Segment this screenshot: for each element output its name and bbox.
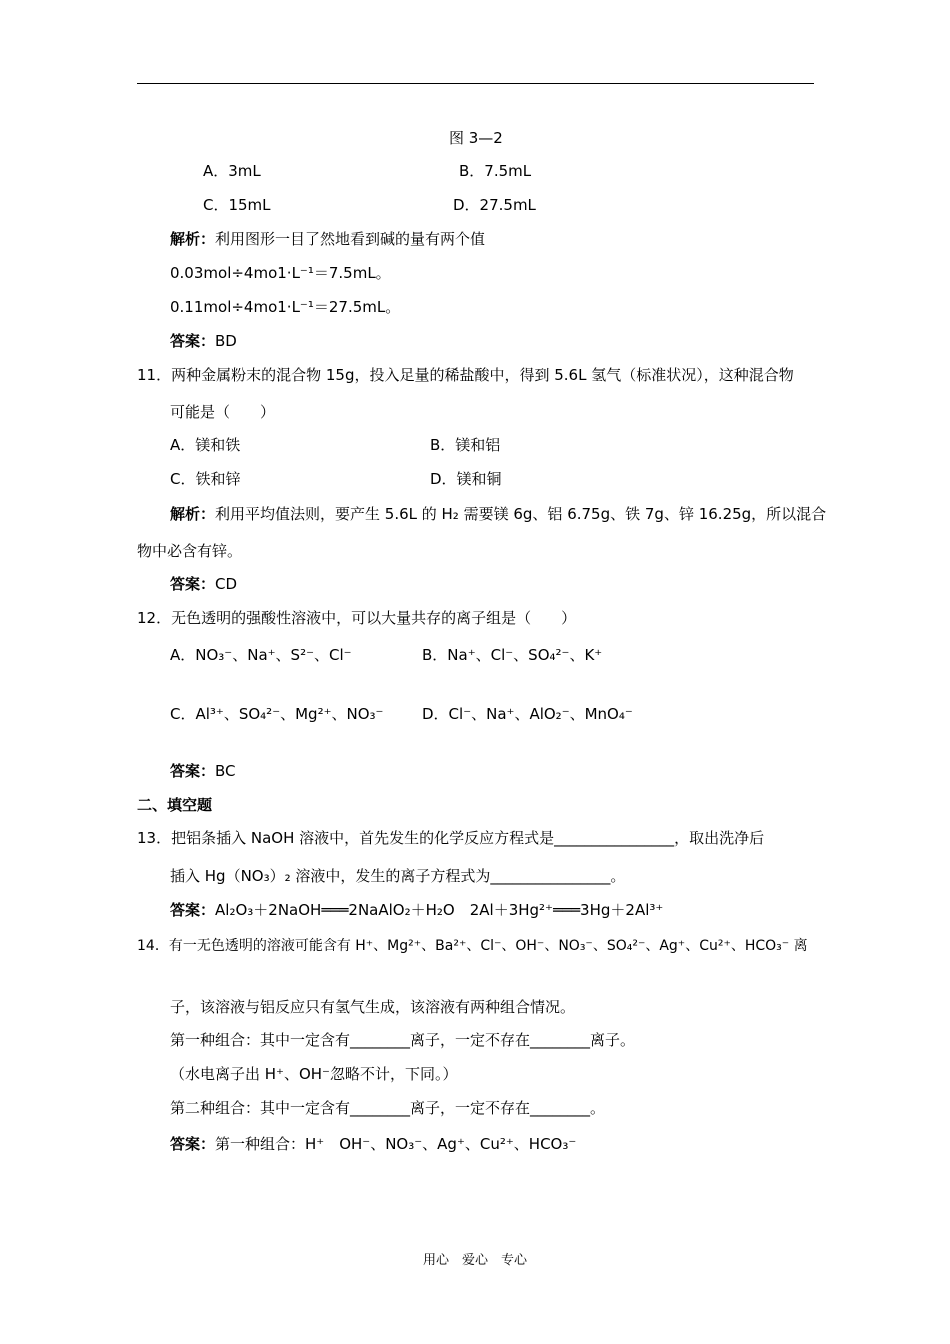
q10-answer xyxy=(170,331,237,351)
analysis-text: 利用图形一目了然地看到碱的量有两个值 xyxy=(215,230,486,248)
figure-caption: 图 3—2 xyxy=(449,129,503,147)
q11-option-c: C．铁和锌 xyxy=(170,470,241,488)
q13-answer xyxy=(170,900,663,920)
q11-option-b: B．镁和铝 xyxy=(430,436,501,454)
q14-line-2: 子，该溶液与铝反应只有氢气生成，该溶液有两种组合情况。 xyxy=(170,998,576,1016)
q11-option-a: A．镁和铁 xyxy=(170,436,241,454)
analysis-text: 利用平均值法则，要产生 5.6L 的 H₂ 需要镁 6g、铝 6.75g、铁 7g、锌 16.25g，所以混合 xyxy=(215,505,827,523)
q10-analysis xyxy=(170,229,485,249)
q12-option-d: D．Cl⁻、Na⁺、AlO₂⁻、MnO₄⁻ xyxy=(422,705,633,723)
q11-option-d: D．镁和铜 xyxy=(430,470,502,488)
q10-option-b: B．7.5mL xyxy=(459,162,532,180)
answer-label: 答案： xyxy=(170,901,216,919)
answer-text: BD xyxy=(215,332,237,350)
q14-line-5: 第二种组合：其中一定含有________离子，一定不存在________。 xyxy=(170,1099,606,1117)
q11-analysis xyxy=(170,504,826,524)
answer-label: 答案： xyxy=(170,762,216,780)
q10-option-d: D．27.5mL xyxy=(453,196,536,214)
q10-option-a: A．3mL xyxy=(203,162,261,180)
analysis-label: 解析： xyxy=(170,505,216,523)
q14-answer xyxy=(170,1134,576,1154)
section-heading: 二、填空题 xyxy=(137,796,213,814)
q13-line-2: 插入 Hg（NO₃）₂ 溶液中，发生的离子方程式为________________。 xyxy=(170,867,626,885)
answer-label: 答案： xyxy=(170,332,216,350)
q10-calc-1: 0.03mol÷4mo1·L⁻¹＝7.5mL。 xyxy=(170,264,391,282)
q11-stem-2: 可能是（ ） xyxy=(170,403,276,421)
answer-text: 第一种组合：H⁺ OH⁻、NO₃⁻、Ag⁺、Cu²⁺、HCO₃⁻ xyxy=(215,1135,577,1153)
q10-calc-2: 0.11mol÷4mo1·L⁻¹＝27.5mL。 xyxy=(170,298,401,316)
q11-answer xyxy=(170,574,237,594)
q12-option-b: B．Na⁺、Cl⁻、SO₄²⁻、K⁺ xyxy=(422,646,603,664)
q11-analysis-2: 物中必含有锌。 xyxy=(137,542,243,560)
answer-text: Al₂O₃＋2NaOH═══2NaAlO₂＋H₂O 2Al＋3Hg²⁺═══3Hg＋2Al³⁺ xyxy=(215,901,664,919)
q10-option-c: C．15mL xyxy=(203,196,271,214)
answer-label: 答案： xyxy=(170,1135,216,1153)
q14-line-1: 14．有一无色透明的溶液可能含有 H⁺、Mg²⁺、Ba²⁺、Cl⁻、OH⁻、NO₃⁻、SO₄²⁻、Ag⁺、Cu²⁺、HCO₃⁻ 离 xyxy=(137,938,808,954)
header-rule xyxy=(137,83,814,84)
q11-stem: 11．两种金属粉末的混合物 15g，投入足量的稀盐酸中，得到 5.6L 氢气（标准状况），这种混合物 xyxy=(137,366,794,384)
analysis-label: 解析： xyxy=(170,230,216,248)
q14-line-3: 第一种组合：其中一定含有________离子，一定不存在________离子。 xyxy=(170,1031,636,1049)
q12-option-c: C．Al³⁺、SO₄²⁻、Mg²⁺、NO₃⁻ xyxy=(170,705,384,723)
q12-stem: 12．无色透明的强酸性溶液中，可以大量共存的离子组是（ ） xyxy=(137,609,577,627)
q13-line-1: 13．把铝条插入 NaOH 溶液中，首先发生的化学反应方程式是________________，取出洗净后 xyxy=(137,829,765,847)
answer-label: 答案： xyxy=(170,575,216,593)
q12-answer xyxy=(170,761,236,781)
q12-option-a: A．NO₃⁻、Na⁺、S²⁻、Cl⁻ xyxy=(170,646,352,664)
answer-text: BC xyxy=(215,762,236,780)
q14-line-4: （水电离子出 H⁺、OH⁻忽略不计，下同。） xyxy=(170,1065,458,1083)
answer-text: CD xyxy=(215,575,238,593)
page-footer: 用心 爱心 专心 xyxy=(422,1253,527,1268)
